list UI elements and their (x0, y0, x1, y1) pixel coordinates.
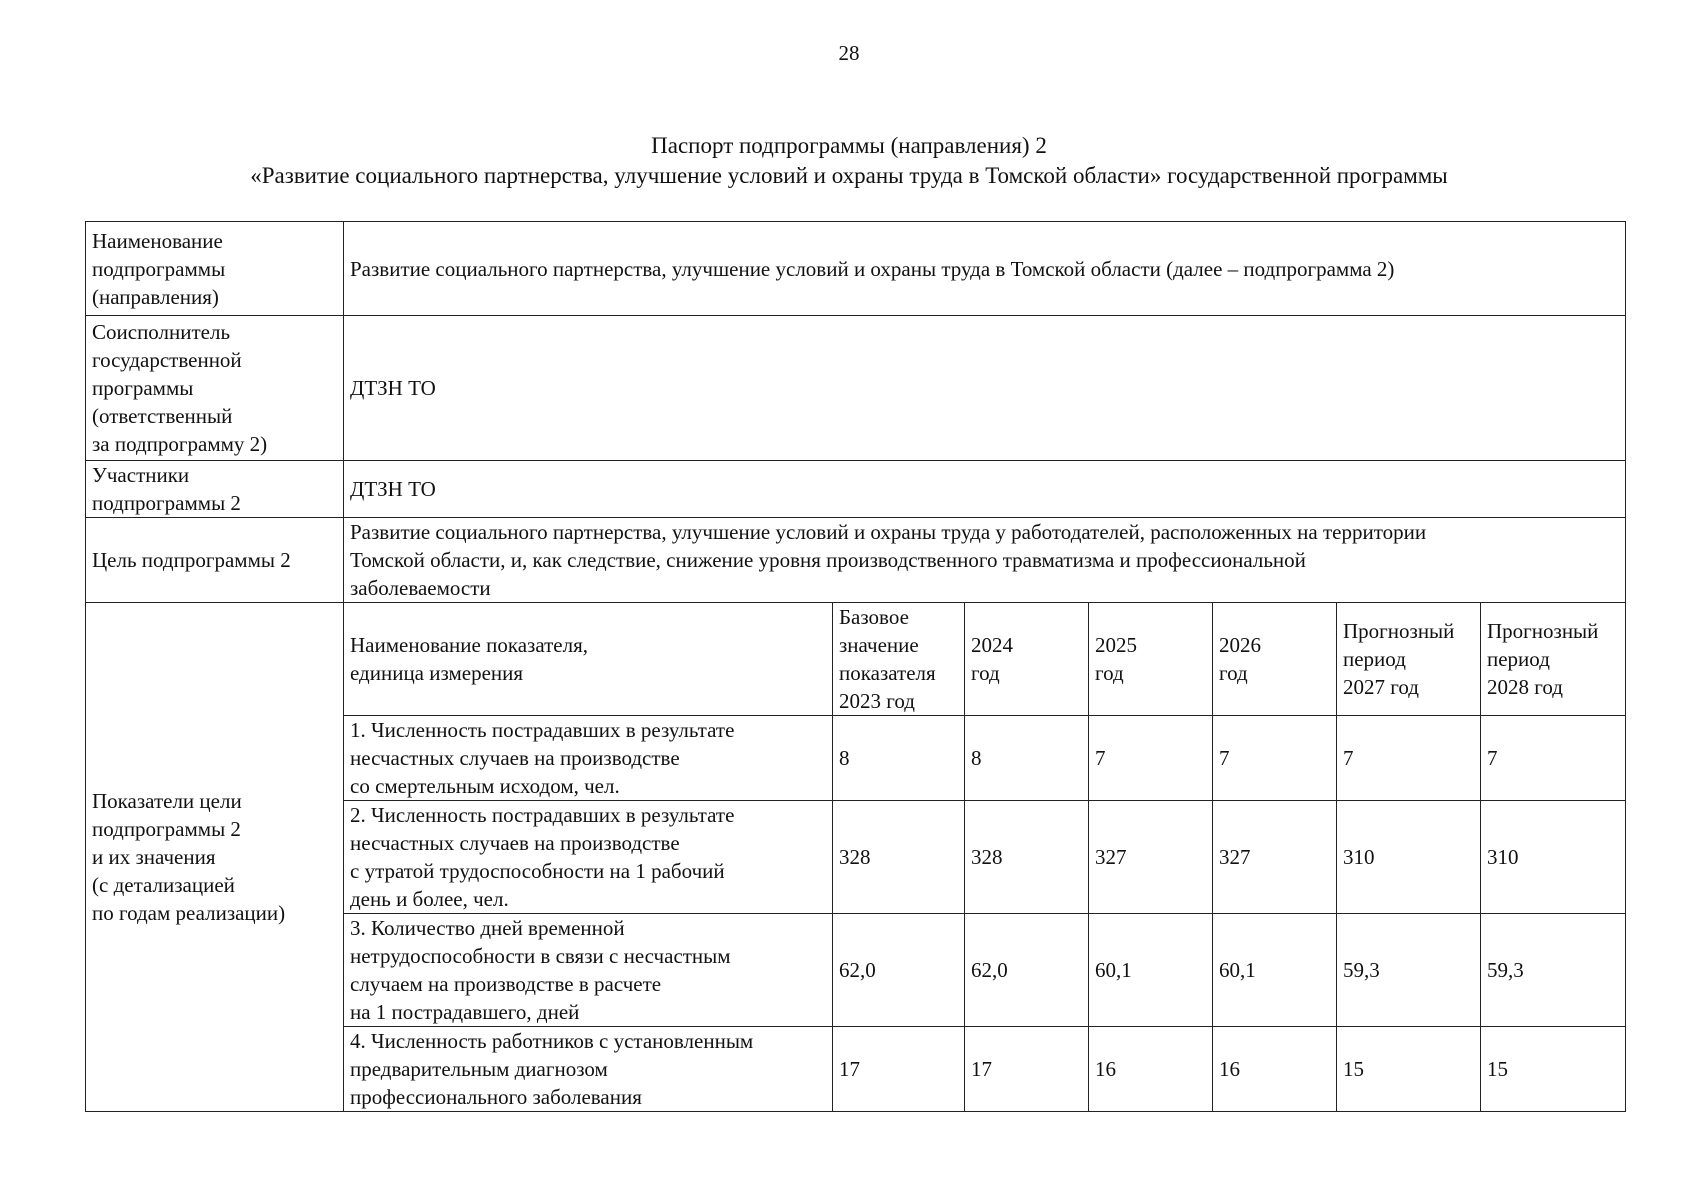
value-2028: 310 (1481, 801, 1626, 914)
header-2026: 2026 год (1213, 603, 1337, 716)
value-2028: 15 (1481, 1027, 1626, 1112)
page-number: 28 (838, 41, 860, 65)
passport-table (85, 221, 1626, 1112)
label-participants: Участники подпрограммы 2 (86, 461, 344, 518)
value-2025: 7 (1089, 716, 1213, 801)
value-2027: 7 (1337, 716, 1481, 801)
value-2025: 16 (1089, 1027, 1213, 1112)
value-2026: 327 (1213, 801, 1337, 914)
value-base: 62,0 (833, 914, 965, 1027)
title-line-2: «Развитие социального партнерства, улучшение условий и охраны труда в Томской области» государственной программы (250, 163, 1448, 188)
indicator-name: 2. Численность пострадавших в результате несчастных случаев на производстве с утратой трудоспособности на 1 рабочий день и более, чел. (344, 801, 833, 914)
header-2027: Прогнозный период 2027 год (1337, 603, 1481, 716)
value-2026: 60,1 (1213, 914, 1337, 1027)
indicator-name: 4. Численность работников с установленным предварительным диагнозом профессионального заболевания (344, 1027, 833, 1112)
value-2025: 60,1 (1089, 914, 1213, 1027)
value-2028: 7 (1481, 716, 1626, 801)
header-2028: Прогнозный период 2028 год (1481, 603, 1626, 716)
indicators-header-row (86, 603, 1626, 716)
label-subprogram-name: Наименование подпрограммы (направления) (86, 222, 344, 316)
value-base: 17 (833, 1027, 965, 1112)
header-2024: 2024 год (965, 603, 1089, 716)
value-2028: 59,3 (1481, 914, 1626, 1027)
value-participants: ДТЗН ТО (344, 461, 1626, 518)
value-2027: 310 (1337, 801, 1481, 914)
value-2027: 59,3 (1337, 914, 1481, 1027)
document-title (0, 131, 1698, 191)
value-subprogram-name: Развитие социального партнерства, улучшение условий и охраны труда в Томской области (далее – подпрограмма 2) (344, 222, 1626, 316)
indicator-name: 3. Количество дней временной нетрудоспособности в связи с несчастным случаем на производстве в расчете на 1 пострадавшего, дней (344, 914, 833, 1027)
row-subprogram-name (86, 222, 1626, 316)
row-coexecutor (86, 316, 1626, 461)
value-goal: Развитие социального партнерства, улучшение условий и охраны труда у работодателей, расположенных на территории Томской области, и, как следствие, снижение уровня производственного травматизма и профессиональной заболеваемости (344, 518, 1626, 603)
row-participants (86, 461, 1626, 518)
value-2027: 15 (1337, 1027, 1481, 1112)
indicator-name: 1. Численность пострадавших в результате несчастных случаев на производстве со смертельным исходом, чел. (344, 716, 833, 801)
value-2026: 7 (1213, 716, 1337, 801)
value-2025: 327 (1089, 801, 1213, 914)
value-base: 328 (833, 801, 965, 914)
value-2026: 16 (1213, 1027, 1337, 1112)
label-coexecutor: Соисполнитель государственной программы (ответственный за подпрограмму 2) (86, 316, 344, 461)
row-goal (86, 518, 1626, 603)
value-2024: 328 (965, 801, 1089, 914)
value-base: 8 (833, 716, 965, 801)
value-2024: 8 (965, 716, 1089, 801)
label-goal: Цель подпрограммы 2 (86, 518, 344, 603)
label-indicators: Показатели цели подпрограммы 2 и их значения (с детализацией по годам реализации) (86, 603, 344, 1112)
value-coexecutor: ДТЗН ТО (344, 316, 1626, 461)
title-line-1: Паспорт подпрограммы (направления) 2 (651, 133, 1047, 158)
header-2025: 2025 год (1089, 603, 1213, 716)
value-2024: 62,0 (965, 914, 1089, 1027)
header-indicator-name: Наименование показателя, единица измерения (344, 603, 833, 716)
value-2024: 17 (965, 1027, 1089, 1112)
header-base-value: Базовое значение показателя 2023 год (833, 603, 965, 716)
